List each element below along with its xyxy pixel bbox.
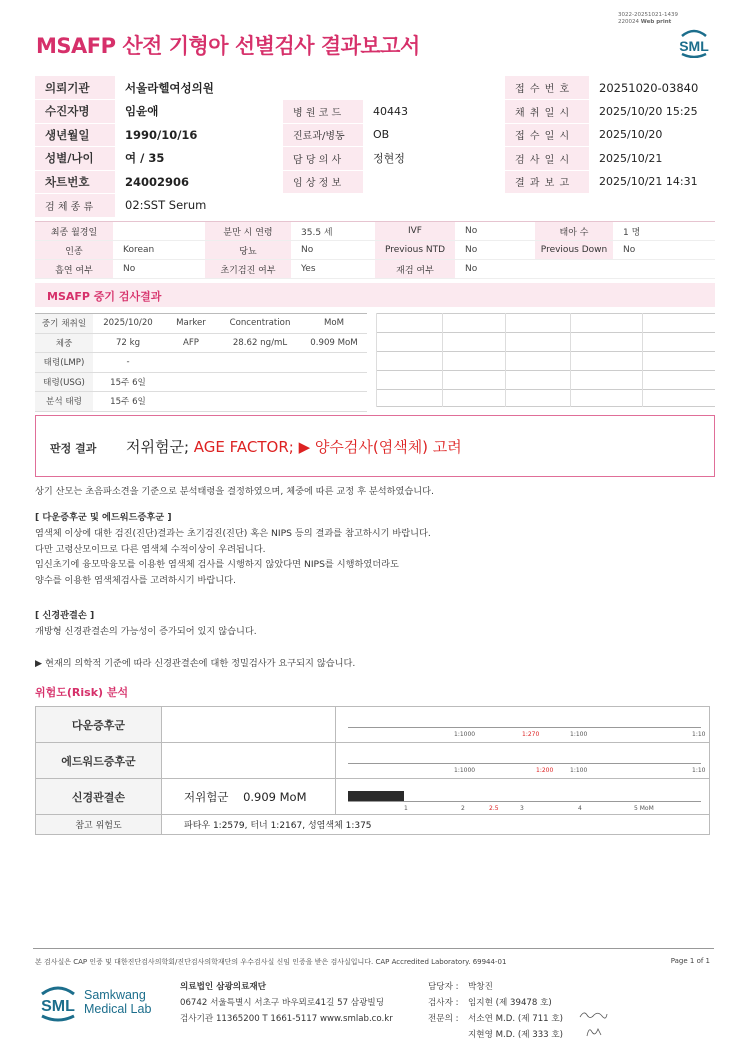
patient-cell-v3: 2025/10/21 14:31: [599, 175, 698, 189]
screening-value: Korean: [113, 241, 205, 260]
measure-row: [35, 372, 367, 392]
staff-name: 임지현 (제 39478 호): [468, 998, 552, 1008]
patient-cell-l3: 결 과 보 고: [505, 170, 589, 194]
screening-label: 최종 월경일: [35, 222, 113, 241]
measure-value: -: [93, 353, 163, 373]
screening-label: 태아 수: [535, 222, 613, 241]
measure-value: AFP: [163, 333, 219, 353]
patient-cell-v3: 2025/10/20 15:25: [599, 104, 698, 118]
patient-cell-l2: [283, 76, 363, 100]
patient-cell-l2: 진료과/병동: [283, 123, 363, 147]
org-name: 의료법인 삼광의료재단: [180, 982, 267, 992]
risk-edwards-value: [162, 743, 336, 779]
patient-cell-v1: 1990/10/16: [125, 127, 198, 142]
screening-value: [613, 260, 715, 279]
measure-value: 28.62 ng/mL: [219, 333, 301, 353]
scale-tick-cutoff: 2.5: [489, 805, 499, 812]
patient-cell-v2: 정현정: [373, 152, 405, 166]
sml-logo: [674, 26, 714, 58]
screening-value: No: [455, 260, 535, 279]
patient-row: [35, 147, 715, 171]
screening-value: No: [613, 241, 715, 260]
screening-label: 분만 시 연령: [205, 222, 291, 241]
measure-value: 15주 6일: [93, 392, 163, 412]
brand-name: [84, 988, 151, 1016]
signature-2: [584, 1024, 604, 1041]
page-number: Page 1 of 1: [670, 957, 710, 965]
patient-cell-l2: 임 상 정 보: [283, 170, 363, 194]
patient-cell-l1: 차트번호: [35, 170, 115, 194]
ntd-result: 저위험군: [184, 789, 229, 804]
patient-cell-l3: 접 수 번 호: [505, 76, 589, 100]
measure-row: [35, 314, 367, 334]
judgement-box: [35, 415, 715, 477]
samkwang-logo-text: SML: [41, 998, 75, 1015]
screening-label: Previous NTD: [375, 241, 455, 260]
screening-value: Yes: [291, 260, 375, 279]
measure-value: 72 kg: [93, 333, 163, 353]
staff-name: 서소연 M.D. (제 711 호): [468, 1014, 564, 1024]
measure-value: 15주 6일: [93, 372, 163, 392]
patient-cell-v1: 서울라헬여성의원: [125, 80, 214, 95]
ntd-mom-bar: [348, 791, 404, 801]
screening-row: [35, 260, 715, 279]
patient-cell-v1: 24002906: [125, 174, 190, 189]
screening-row: [35, 222, 715, 241]
empty-result-grid: [376, 313, 715, 407]
staff-name: 박창진: [468, 982, 493, 992]
patient-cell-v2: [363, 194, 505, 218]
patient-cell-v3: [589, 194, 715, 218]
risk-table: [35, 706, 710, 835]
measurement-table: [35, 313, 367, 412]
screening-label: 인종: [35, 241, 113, 260]
org-contact: 검사기관 11365200 T 1661-5117 www.smlab.co.kr: [180, 1014, 393, 1024]
measure-label: 태령(LMP): [35, 353, 93, 373]
screening-label: IVF: [375, 222, 455, 241]
comment-ntd-followup: ▶ 현재의 의학적 기준에 따라 신경관결손에 대한 정밀검사가 요구되지 않습니다.: [35, 658, 356, 669]
screening-label: Previous Down: [535, 241, 613, 260]
risk-title: 위험도(Risk) 분석: [35, 686, 129, 699]
scale-tick: 1:100: [570, 731, 588, 738]
measure-value: [301, 353, 367, 373]
comment-heading-ntd: [ 신경관결손 ]: [35, 610, 95, 621]
measure-value: [163, 353, 219, 373]
screening-label: 재검 여부: [375, 260, 455, 279]
screening-label: 초기검진 여부: [205, 260, 291, 279]
scale-tick: 5 MoM: [634, 805, 654, 812]
sml-logo-text: SML: [679, 38, 709, 54]
patient-cell-v3: 2025/10/20: [599, 128, 663, 142]
patient-cell-v1: 임윤애: [125, 104, 159, 119]
section-title: MSAFP 중기 검사결과: [35, 283, 715, 307]
org-address: 06742 서울특별시 서초구 바우뫼로41길 57 삼광빌딩: [180, 998, 384, 1008]
measure-label: 체중: [35, 333, 93, 353]
comment-heading-down: [ 다운증후군 및 에드워드증후군 ]: [35, 512, 172, 523]
scale-tick: 3: [520, 805, 524, 812]
brand-line2: Medical Lab: [84, 1002, 152, 1016]
brand-line1: Samkwang: [84, 988, 146, 1002]
risk-down-value: [162, 707, 336, 743]
comment-analysis: 상기 산모는 초음파소견을 기준으로 분석태령을 결정하였으며, 체중에 따른 교정 후 분석하였습니다.: [35, 486, 434, 497]
patient-row: [35, 170, 715, 194]
scale-tick: 1:100: [570, 767, 588, 774]
screening-value: No: [455, 241, 535, 260]
comment-line: 임신초기에 융모막융모를 이용한 염색체 검사를 시행하지 않았다면 NIPS를 시행하였더라도: [35, 559, 399, 570]
patient-cell-l3: 접 수 일 시: [505, 123, 589, 147]
report-code: [618, 12, 678, 26]
comment-line: 다만 고령산모이므로 다른 염색체 수적이상이 우려됩니다.: [35, 543, 266, 555]
report-code-line2: 220024: [618, 19, 640, 25]
web-print-tag: Web print: [640, 19, 672, 25]
measure-value: Concentration: [219, 314, 301, 334]
screening-label: [535, 260, 613, 279]
risk-ref-label: 참고 위험도: [36, 815, 162, 835]
judgement-prefix: 저위험군;: [126, 438, 194, 456]
measure-row: [35, 333, 367, 353]
ntd-mom: 0.909 MoM: [243, 789, 307, 804]
measure-row: [35, 392, 367, 412]
screening-value: 35.5 세: [291, 222, 375, 241]
measure-label: 중기 채취일: [35, 314, 93, 334]
comment-line: 양수를 이용한 염색체검사를 고려하시기 바랍니다.: [35, 574, 236, 586]
screening-info-table: [35, 221, 715, 279]
patient-row: [35, 100, 715, 124]
patient-cell-l3: 채 취 일 시: [505, 100, 589, 124]
patient-cell-l1: 수진자명: [35, 100, 115, 124]
patient-cell-l2: 담 당 의 사: [283, 147, 363, 171]
patient-info-table: [35, 76, 715, 218]
patient-cell-v3: 20251020-03840: [599, 80, 699, 95]
patient-cell-v1: 여 / 35: [125, 151, 165, 166]
patient-cell-l2: 병 원 코 드: [283, 100, 363, 124]
patient-cell-v3: 2025/10/21: [599, 151, 663, 165]
patient-cell-l3: 검 사 일 시: [505, 147, 589, 171]
screening-value: [113, 222, 205, 241]
staff-list: [428, 979, 563, 1043]
staff-role: 검사자 :: [428, 998, 459, 1008]
patient-row: [35, 123, 715, 147]
measure-row: [35, 353, 367, 373]
measure-value: [301, 372, 367, 392]
screening-value: No: [291, 241, 375, 260]
scale-tick: 1:1000: [454, 731, 476, 738]
measure-value: MoM: [301, 314, 367, 334]
patient-cell-v2: 40443: [373, 104, 408, 118]
risk-ntd-label: 신경관결손: [36, 779, 162, 815]
measure-value: Marker: [163, 314, 219, 334]
measure-label: 분석 태령: [35, 392, 93, 412]
footer-divider: [33, 948, 714, 949]
risk-edwards-scale: [336, 743, 710, 779]
staff-role: 담당자 :: [428, 982, 459, 992]
scale-tick: 2: [461, 805, 465, 812]
measure-value: [219, 392, 301, 412]
risk-ntd-scale: [336, 779, 710, 815]
staff-name: 지현영 M.D. (제 333 호): [468, 1030, 564, 1040]
screening-value: No: [113, 260, 205, 279]
scale-tick-result: 1:200: [536, 767, 554, 774]
patient-cell-v1: 02:SST Serum: [125, 198, 207, 213]
measure-value: [163, 372, 219, 392]
judgement-value: [126, 436, 462, 457]
risk-ntd-value: [162, 779, 336, 815]
measure-value: 2025/10/20: [93, 314, 163, 334]
scale-tick: 1: [404, 805, 408, 812]
patient-cell-l1: 의뢰기관: [35, 76, 115, 100]
screening-value: No: [455, 222, 535, 241]
comment-ntd: 개방형 신경관결손의 가능성이 증가되어 있지 않습니다.: [35, 626, 257, 637]
scale-tick: 1:10: [692, 731, 706, 738]
comment-line: 염색체 이상에 대한 검진(진단)결과는 초기검진(진단) 혹은 NIPS 등의 결과를 참고하시기 바랍니다.: [35, 528, 431, 539]
risk-down-scale: [336, 707, 710, 743]
patient-cell-l3: [505, 194, 589, 218]
patient-cell-l2: [283, 194, 363, 218]
measure-value: [219, 372, 301, 392]
scale-tick: 4: [578, 805, 582, 812]
scale-tick-result: 1:270: [522, 731, 540, 738]
org-info: [180, 979, 393, 1027]
scale-tick: 1:1000: [454, 767, 476, 774]
scale-tick: 1:10: [692, 767, 706, 774]
samkwang-logo: [36, 982, 80, 1025]
screening-label: 흡연 여부: [35, 260, 113, 279]
patient-cell-v2: [363, 76, 505, 100]
measure-value: [163, 392, 219, 412]
risk-edwards-label: 에드워드증후군: [36, 743, 162, 779]
patient-cell-v2: OB: [373, 128, 390, 142]
comment-down-paragraph: [35, 526, 431, 588]
screening-value: 1 명: [613, 222, 715, 241]
measure-value: 0.909 MoM: [301, 333, 367, 353]
risk-down-label: 다운증후군: [36, 707, 162, 743]
patient-cell-l1: 검 체 종 류: [35, 194, 115, 218]
patient-cell-l1: 생년월일: [35, 123, 115, 147]
measure-label: 태령(USG): [35, 372, 93, 392]
risk-ref-value: 파타우 1:2579, 터너 1:2167, 성염색체 1:375: [162, 815, 710, 835]
patient-row: [35, 76, 715, 100]
report-code-line1: 3022-20251021-1439: [618, 12, 678, 18]
screening-row: [35, 241, 715, 260]
footer-note: 본 검사실은 CAP 인증 및 대한진단검사의학회/진단검사의학재단의 우수검사실 신임 인증을 받은 검사실입니다. CAP Accredited Laboratory. 69944-01: [35, 958, 507, 966]
judgement-label: 판정 결과: [50, 442, 97, 455]
patient-row: [35, 194, 715, 218]
patient-cell-l1: 성별/나이: [35, 147, 115, 171]
measure-value: [301, 392, 367, 412]
judgement-warning: AGE FACTOR; ▶ 양수검사(염색체) 고려: [193, 438, 462, 456]
measure-value: [219, 353, 301, 373]
staff-role: 전문의 :: [428, 1014, 459, 1024]
report-title: MSAFP 산전 기형아 선별검사 결과보고서: [36, 34, 420, 58]
screening-label: 당뇨: [205, 241, 291, 260]
patient-cell-v2: [363, 170, 505, 194]
signature-1: [578, 1009, 608, 1024]
